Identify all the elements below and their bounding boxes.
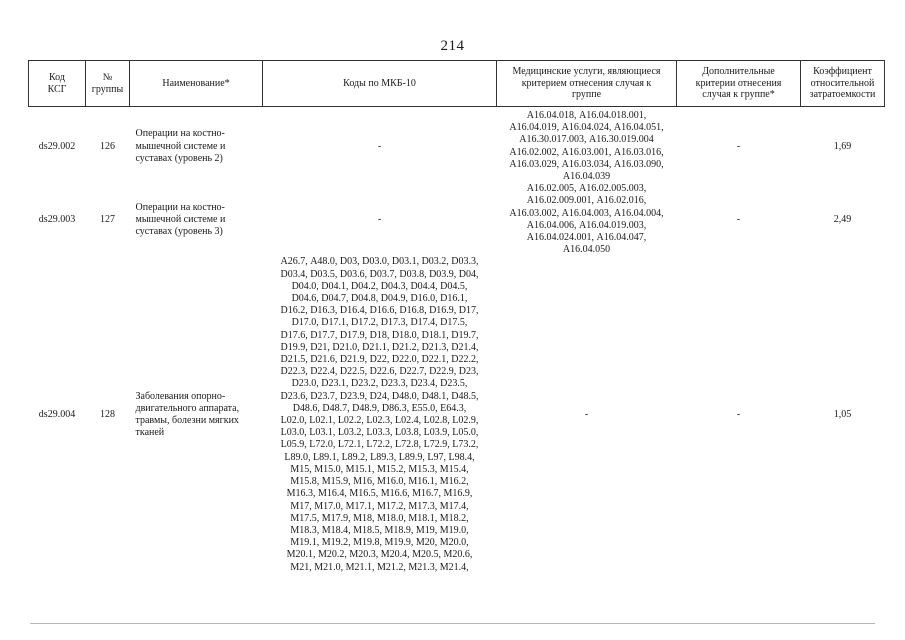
row-icd: А26.7, А48.0, D03, D03.0, D03.1, D03.2, D03.3, D03.4, D03.5, D03.6, D03.7, D03.8, D03.9, D04, D04.0, D04.1, D04.2, D04.3, D04.4, D04.5, D04.6, D04.7, D04.8, D04.9, D16.0, D16.1, D16.2, D16.3, D16.4, D16.6, D16.8, D16.9, D17, D17.0, D17.1, D17.2, D17.3, D17.4, D17.5, D17.6, D17.7, D17.9, D18, D18.0, D18.1, D19.7, D19.9, D21, D21.0, D21.1, D21.2, D21.3, D21.4, D21.5, D21.6, D21.9, D22, D22.0, D22.1, D22.2, D22.3, D22.4, D22.5, D22.6, D22.7, D22.9, D23, D23.0, D23.1, D23.2, D23.3, D23.4, D23.5, D23.6, D23.7, D23.9, D24, D48.0, D48.1, D48.5, D48.6, D48.7, D48.9, D86.3, Е55.0, Е64.3, L02.0, L02.1, L02.2, L02.3, L02.4, L02.8, L02.9, L03.0, L03.1, L03.2, L03.3, L03.8, L03.9, L05.0, L05.9, L72.0, L72.1, L72.2, L72.8, L72.9, L73.2, L89.0, L89.1, L89.2, L89.3, L89.9, L97, L98.4, M15, M15.0, M15.1, M15.2, M15.3, M15.4, M15.8, M15.9, M16, M16.0, M16.1, M16.2, M16.3, M16.4, M16.5, M16.6, M16.7, M16.9, M17, M17.0, M17.1, M17.2, M17.3, M17.4, M17.5, M17.9, M18, M18.0, M18.1, M18.2, M18.3, M18.4, M18.5, M18.9, M19, M19.0, M19.1, M19.2, M19.8, M19.9, M20, M20.0, M20.1, M20.2, M20.3, M20.4, M20.5, M20.6, M21, M21.0, M21.1, M21.2, M21.3, M21.4,	[280, 256, 479, 573]
header-name: Наименование*	[130, 61, 263, 107]
row-services: -	[584, 408, 589, 420]
row-group: 126	[100, 140, 115, 152]
header-services: Медицинские услуги, являющиеся критерием отнесения случая к группе	[497, 61, 677, 107]
row-name: Операции на костно- мышечной системе и суставах (уровень 3)	[135, 201, 226, 237]
row-code: ds29.004	[38, 408, 76, 420]
row-coef: 1,05	[833, 408, 852, 420]
row-services: А16.04.018, А16.04.018.001, А16.04.019, А16.04.024, А16.04.051, А16.30.017.003, А16.30.019.004 А16.02.002, А16.03.001, А16.03.016, А16.03.029, А16.03.034, А16.03.090, А16.04.039	[509, 110, 664, 183]
row-extra: -	[736, 408, 741, 420]
ksg-table	[28, 60, 885, 574]
row-extra: -	[736, 140, 741, 152]
row-icd: -	[377, 213, 382, 225]
row-extra: -	[736, 213, 741, 225]
header-coef: Коэффициент относительной затратоемкости	[801, 61, 885, 107]
row-icd: -	[377, 140, 382, 152]
row-coef: 2,49	[833, 213, 852, 225]
page-number: 214	[440, 38, 465, 54]
table-row	[29, 256, 885, 573]
header-icd: Коды по МКБ-10	[263, 61, 497, 107]
row-name: Заболевания опорно- двигательного аппарата, травмы, болезни мягких тканей	[135, 390, 240, 439]
table-row	[29, 110, 885, 183]
header-code: Код КСГ	[29, 61, 86, 107]
row-services: А16.02.005, А16.02.005.003, А16.02.009.001, А16.02.016, А16.03.002, А16.04.003, А16.04.004, А16.04.006, А16.04.019.003, А16.04.024.001, А16.04.047, А16.04.050	[509, 183, 664, 256]
header-extra: Дополнительные критерии отнесения случая к группе*	[677, 61, 801, 107]
table-header-row	[29, 61, 885, 107]
header-group: № группы	[86, 61, 130, 107]
row-name: Операции на костно- мышечной системе и суставах (уровень 2)	[135, 128, 226, 164]
row-group: 127	[100, 213, 115, 225]
row-code: ds29.003	[38, 213, 76, 225]
row-coef: 1,69	[833, 140, 852, 152]
row-group: 128	[100, 408, 115, 420]
scan-edge-line	[30, 623, 875, 624]
row-code: ds29.002	[38, 140, 76, 152]
table-row	[29, 183, 885, 256]
